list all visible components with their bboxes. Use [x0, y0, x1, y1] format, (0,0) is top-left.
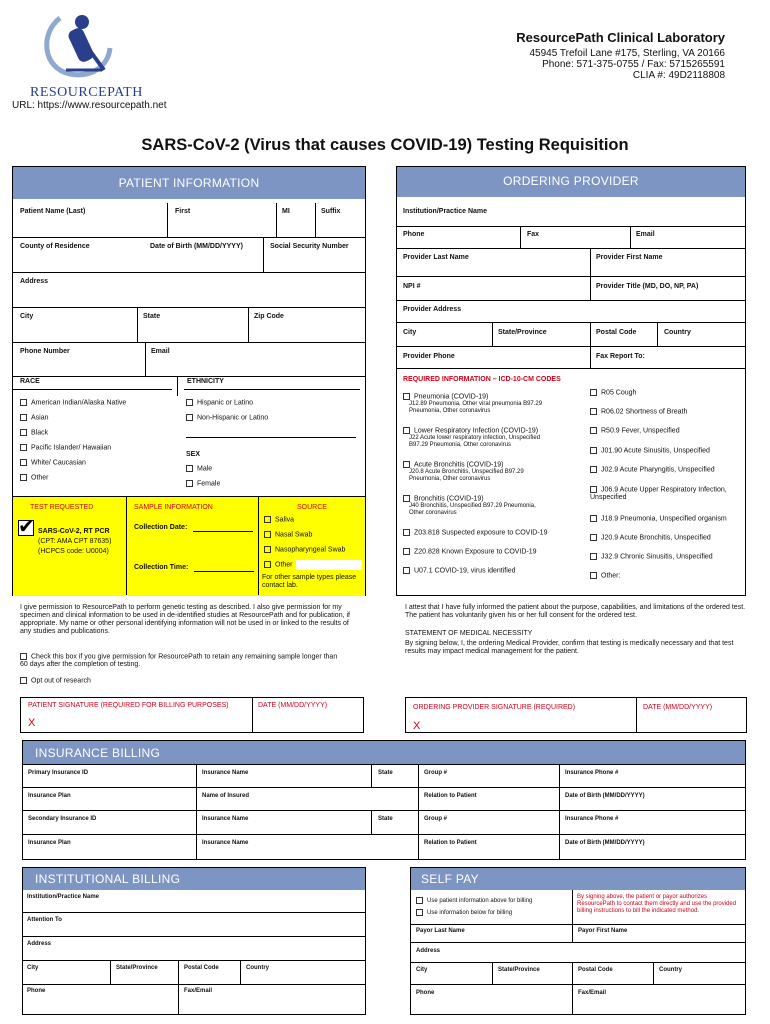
checkbox-icon[interactable]	[590, 486, 597, 493]
icd-text: J01.90 Acute Sinusitis, Unspecified	[601, 447, 710, 455]
provider-country-label: Country	[664, 329, 691, 336]
provider-phone-label: Phone	[403, 231, 425, 238]
sex-text: Female	[197, 480, 221, 488]
ethnicity-option[interactable]	[186, 414, 268, 422]
checkbox-icon[interactable]	[403, 393, 410, 400]
collection-date-label: Collection Date:	[134, 524, 188, 531]
provider-email-label: Email	[636, 231, 655, 238]
icd-right-item[interactable]	[590, 447, 710, 455]
page-title: SARS-CoV-2 (Virus that causes COVID-19) Testing Requisition	[141, 136, 629, 154]
checkbox-icon[interactable]	[20, 677, 27, 684]
ethnicity-label: ETHNICITY	[187, 378, 224, 385]
inst-phone-label: Phone	[27, 988, 46, 994]
ins-phone: Insurance Phone #	[565, 816, 619, 822]
icd-right-item[interactable]	[590, 534, 711, 542]
test-checkbox[interactable]	[18, 516, 35, 538]
icd-main: Acute Bronchitis (COVID-19)	[414, 461, 504, 469]
provider-signature-box[interactable]	[405, 697, 747, 733]
race-option[interactable]	[20, 444, 111, 452]
checkbox-icon[interactable]	[590, 466, 597, 473]
sex-text: Male	[197, 465, 213, 473]
source-text: Nasopharyngeal Swab	[275, 546, 346, 554]
inst-address-label: Address	[27, 941, 52, 947]
icd-right-item[interactable]	[590, 427, 680, 435]
checkbox-icon[interactable]	[590, 427, 597, 434]
inst-state-label: State/Province	[116, 965, 158, 971]
payor-postal-label: Postal Code	[578, 967, 613, 973]
checkbox-icon[interactable]	[20, 459, 27, 466]
race-text: American Indian/Alaska Native	[31, 399, 127, 407]
icd-text: R06.02 Shortness of Breath	[601, 408, 688, 416]
inst-country-label: Country	[246, 965, 269, 971]
payor-phone-label: Phone	[416, 990, 435, 996]
inst-city-label: City	[27, 965, 39, 971]
selfpay-option[interactable]	[416, 897, 532, 905]
ssn-label: Social Security Number	[270, 243, 349, 250]
icd-text: J06.9 Acute Upper Respiratory Infection, Unspecified	[590, 486, 727, 502]
checkbox-icon[interactable]	[590, 389, 597, 396]
patient-last-label: Patient Name (Last)	[20, 208, 86, 215]
collection-time-label: Collection Time:	[134, 564, 189, 571]
icd-left-item[interactable]	[403, 461, 588, 483]
provider-signature-x: X	[413, 720, 421, 732]
race-text: Black	[31, 429, 49, 437]
source-text: Nasal Swab	[275, 531, 313, 539]
patient-suffix-label: Suffix	[321, 208, 341, 215]
provider-phone2-label: Provider Phone	[403, 353, 455, 360]
dob-label: Date of Birth (MM/DD/YYYY)	[150, 243, 243, 250]
provider-date-label: DATE (MM/DD/YYYY)	[643, 704, 713, 711]
icd-right-item[interactable]	[590, 572, 620, 580]
sample-info-header: SAMPLE INFORMATION	[134, 504, 213, 511]
ins-state: State	[378, 816, 393, 822]
provider-state-label: State/Province	[498, 329, 547, 336]
race-text: Other	[31, 474, 49, 482]
selfpay-heading: SELF PAY	[411, 868, 745, 890]
icd-left-item[interactable]	[403, 427, 588, 449]
checkbox-icon[interactable]	[590, 572, 597, 579]
icd-text: J20.9 Acute Bronchitis, Unspecified	[601, 534, 711, 542]
ins-name: Insurance Name	[202, 840, 249, 846]
logo-text: RESOURCEPATH	[30, 85, 143, 100]
provider-heading: ORDERING PROVIDER	[397, 167, 745, 197]
medical-necessity-text: By signing below, I, the ordering Medical Provider, confirm that testing is medically necessary and that test results may impact medical management for the patient.	[405, 640, 734, 655]
icd-left-item[interactable]	[403, 529, 547, 537]
ins-plan: Insurance Plan	[28, 793, 71, 799]
icd-text: R05 Cough	[601, 389, 637, 397]
patient-signature-label: PATIENT SIGNATURE (REQUIRED FOR BILLING PURPOSES)	[28, 702, 229, 709]
race-text: White/ Caucasian	[31, 459, 86, 467]
patient-signature-x: X	[28, 717, 36, 729]
icd-sub: J12.89 Pneumonia, Other viral pneumonia B97.29 Pneumonia, Other coronavirus	[409, 401, 543, 415]
icd-right-item[interactable]	[590, 553, 713, 561]
state-label: State	[143, 313, 161, 320]
checkbox-icon[interactable]	[416, 909, 423, 916]
ins-name: Insurance Name	[202, 816, 249, 822]
checkbox-icon[interactable]	[264, 561, 271, 568]
inst-name-label: Institution/Practice Name	[27, 894, 100, 900]
city-label: City	[20, 313, 34, 320]
provider-signature-label: ORDERING PROVIDER SIGNATURE (REQUIRED)	[413, 704, 576, 711]
ins-group: Group #	[424, 770, 448, 776]
ins-group: Group #	[424, 816, 448, 822]
test-requested-header: TEST REQUESTED	[30, 504, 94, 511]
sex-option[interactable]	[186, 465, 212, 473]
icd-text: Other:	[601, 572, 621, 580]
zip-label: Zip Code	[254, 313, 284, 320]
ins-relation: Relation to Patient	[424, 840, 477, 846]
ins-primary-id: Primary Insurance ID	[28, 770, 89, 776]
patient-date-label: DATE (MM/DD/YYYY)	[258, 702, 328, 709]
checkbox-icon[interactable]	[20, 414, 27, 421]
payor-address-label: Address	[416, 948, 441, 954]
payor-last-label: Payor Last Name	[416, 928, 465, 934]
consent-text: I give permission to ResourcePath to perform genetic testing as described. I also give permission for my specimen and clinical information to be used in de-identified studies at ResourcePath and for publication, if appropriate. My name or other personal identifying information will not be used in or linked to the results of any studies and publications.	[20, 604, 350, 635]
icd-right-item[interactable]	[590, 466, 715, 474]
checkbox-icon[interactable]	[403, 461, 410, 468]
checkbox-icon[interactable]	[590, 553, 597, 560]
retain-sample-option[interactable]	[20, 653, 340, 669]
checkbox-icon[interactable]	[416, 897, 423, 904]
source-text: Other	[275, 561, 293, 569]
payor-faxemail-label: Fax/Email	[578, 990, 607, 996]
icd-left-item[interactable]	[403, 567, 516, 575]
lab-url: URL: https://www.resourcepath.net	[12, 100, 167, 111]
race-text: Pacific Islander/ Hawaiian	[31, 444, 112, 452]
checkbox-icon[interactable]	[186, 480, 193, 487]
icd-main: U07.1 COVID-19, virus identified	[414, 567, 516, 575]
provider-institution-label: Institution/Practice Name	[403, 208, 488, 215]
provider-postal-label: Postal Code	[596, 329, 637, 336]
checkbox-icon[interactable]	[264, 531, 271, 538]
source-option[interactable]	[264, 531, 312, 539]
lab-name: ResourcePath Clinical Laboratory	[516, 30, 725, 45]
inst-attn-label: Attention To	[27, 917, 62, 923]
race-option[interactable]	[20, 474, 49, 482]
checkbox-icon[interactable]	[403, 529, 410, 536]
inst-postal-label: Postal Code	[184, 965, 219, 971]
checkbox-icon[interactable]	[403, 548, 410, 555]
checkbox-icon[interactable]	[590, 447, 597, 454]
checkbox-icon[interactable]	[20, 653, 27, 660]
npi-label: NPI #	[403, 283, 421, 290]
ins-relation: Relation to Patient	[424, 793, 477, 799]
source-text: Saliva	[275, 516, 295, 524]
payor-city-label: City	[416, 967, 428, 973]
fax-report-label: Fax Report To:	[596, 353, 645, 360]
ins-insured-name: Name of Insured	[202, 793, 250, 799]
icd-heading: REQUIRED INFORMATION – ICD-10-CM CODES	[403, 376, 561, 383]
icd-text: R50.9 Fever, Unspecified	[601, 427, 680, 435]
checkbox-icon[interactable]	[186, 414, 193, 421]
icd-main: Lower Respiratory Infection (COVID-19)	[414, 427, 539, 435]
payor-country-label: Country	[659, 967, 682, 973]
icd-main: Z03.818 Suspected exposure to COVID-19	[414, 529, 548, 537]
icd-text: J02.9 Acute Pharyngitis, Unspecified	[601, 466, 715, 474]
ins-phone: Insurance Phone #	[565, 770, 619, 776]
checkbox-icon[interactable]	[590, 515, 597, 522]
checkbox-icon[interactable]	[403, 567, 410, 574]
provider-city-label: City	[403, 329, 417, 336]
source-note: For other sample types please contact lab.	[262, 574, 357, 589]
icd-sub: J20.8 Acute Bronchitis, Unspecified B97.29 Pneumonia, Other coronavirus	[409, 469, 524, 483]
checkbox-icon[interactable]	[186, 399, 193, 406]
patient-mi-label: MI	[282, 208, 290, 215]
ins-plan: Insurance Plan	[28, 840, 71, 846]
payor-first-label: Payor First Name	[578, 928, 628, 934]
checkbox-icon[interactable]	[20, 399, 27, 406]
ins-name: Insurance Name	[202, 770, 249, 776]
icd-text: J18.9 Pneumonia, Unspecified organism	[601, 515, 727, 523]
attest-text: I attest that I have fully informed the patient about the purpose, capabilities, and limitations of the ordered test. The patient has voluntarily given his or her full consent for the ordered test.	[405, 604, 746, 619]
microscope-logo-icon	[30, 8, 130, 86]
source-option[interactable]	[264, 561, 293, 569]
ethnicity-text: Hispanic or Latino	[197, 399, 254, 407]
payor-state-label: State/Province	[498, 967, 540, 973]
source-other-field[interactable]	[296, 560, 362, 570]
checkbox-icon[interactable]	[20, 474, 27, 481]
icd-right-item[interactable]	[590, 515, 727, 523]
icd-right-item[interactable]	[590, 389, 636, 397]
checkbox-icon[interactable]	[186, 465, 193, 472]
race-option[interactable]	[20, 414, 49, 422]
provider-last-label: Provider Last Name	[403, 254, 469, 261]
address-label: Address	[20, 278, 49, 285]
ins-dob: Date of Birth (MM/DD/YYYY)	[565, 840, 645, 846]
race-text: Asian	[31, 414, 49, 422]
icd-main: Z20.828 Known Exposure to COVID-19	[414, 548, 537, 556]
phone-label: Phone Number	[20, 348, 70, 355]
lab-logo	[30, 8, 143, 100]
selfpay-note: By signing above, the patient or payor authorizes ResourcePath to contact them directly and use the provided billing instructions to bill the indicated method.	[577, 894, 737, 914]
race-option[interactable]	[20, 429, 48, 437]
retain-sample-text: Check this box if you give permission for ResourcePath to retain any remaining sample longer than 60 days after the completion of testing.	[20, 653, 338, 669]
icd-sub: J22 Acute lower respiratory infection, Unspecified B97.29 Pneumonia, Other coronavirus	[409, 435, 541, 449]
icd-sub: J40 Bronchitis, Unspecified B97.29 Pneumonia, Other coronavirus	[409, 503, 536, 517]
ins-state: State	[378, 770, 393, 776]
ethnicity-text: Non-Hispanic or Latino	[197, 414, 269, 422]
selfpay-option[interactable]	[416, 909, 512, 917]
email-label: Email	[151, 348, 170, 355]
checkbox-icon[interactable]	[590, 534, 597, 541]
selfpay-option-text: Use patient information above for billing	[427, 898, 533, 905]
icd-main: Bronchitis (COVID-19)	[414, 495, 484, 503]
provider-title-label: Provider Title (MD, DO, NP, PA)	[596, 283, 699, 290]
ethnicity-option[interactable]	[186, 399, 253, 407]
icd-left-item[interactable]	[403, 495, 588, 517]
opt-out-text: Opt out of research	[31, 677, 91, 685]
icd-main: Pneumonia (COVID-19)	[414, 393, 489, 401]
icd-left-item[interactable]	[403, 393, 588, 415]
patient-first-label: First	[175, 208, 191, 215]
race-option[interactable]	[20, 459, 86, 467]
provider-first-label: Provider First Name	[596, 254, 663, 261]
sex-label: SEX	[186, 451, 201, 458]
source-option[interactable]	[264, 546, 345, 554]
source-option[interactable]	[264, 516, 294, 524]
ins-dob: Date of Birth (MM/DD/YYYY)	[565, 793, 645, 799]
test-name: SARS-CoV-2, RT PCR	[38, 528, 110, 535]
icd-right-item[interactable]	[590, 486, 740, 502]
insurance-heading: INSURANCE BILLING	[23, 741, 745, 764]
inst-faxemail-label: Fax/Email	[184, 988, 213, 994]
race-option[interactable]	[20, 399, 126, 407]
lab-phone-fax: Phone: 571-375-0755 / Fax: 5715265591	[542, 59, 725, 70]
icd-left-item[interactable]	[403, 548, 537, 556]
test-hcpcs: (HCPCS code: U0004)	[38, 548, 109, 555]
checkbox-icon[interactable]	[403, 495, 410, 502]
patient-heading: PATIENT INFORMATION	[13, 167, 365, 199]
source-header: SOURCE	[297, 504, 327, 511]
provider-fax-label: Fax	[527, 231, 540, 238]
checkbox-icon[interactable]	[590, 408, 597, 415]
test-cpt: (CPT: AMA CPT 87635)	[38, 538, 112, 545]
lab-clia: CLIA #: 49D2118808	[632, 70, 725, 81]
icd-right-item[interactable]	[590, 408, 687, 416]
selfpay-option-text: Use information below for billing	[427, 910, 513, 917]
lab-address: 45945 Trefoil Lane #175, Sterling, VA 20166	[529, 48, 725, 59]
provider-address-label: Provider Address	[403, 306, 462, 313]
sex-option[interactable]	[186, 480, 220, 488]
medical-necessity-heading: STATEMENT OF MEDICAL NECESSITY	[405, 630, 533, 637]
lab-info	[516, 30, 725, 81]
county-label: County of Residence	[20, 243, 90, 250]
checkbox-icon[interactable]	[20, 444, 27, 451]
checkbox-icon[interactable]	[20, 429, 27, 436]
opt-out-option[interactable]	[20, 677, 91, 685]
race-label: RACE	[20, 378, 40, 385]
checkbox-icon[interactable]	[264, 516, 271, 523]
check-mark-icon: ✔	[18, 516, 35, 538]
checkbox-icon[interactable]	[403, 427, 410, 434]
icd-text: J32.9 Chronic Sinusitis, Unspecified	[601, 553, 713, 561]
ins-secondary-id: Secondary Insurance ID	[28, 816, 97, 822]
institutional-heading: INSTITUTIONAL BILLING	[23, 868, 365, 890]
checkbox-icon[interactable]	[264, 546, 271, 553]
